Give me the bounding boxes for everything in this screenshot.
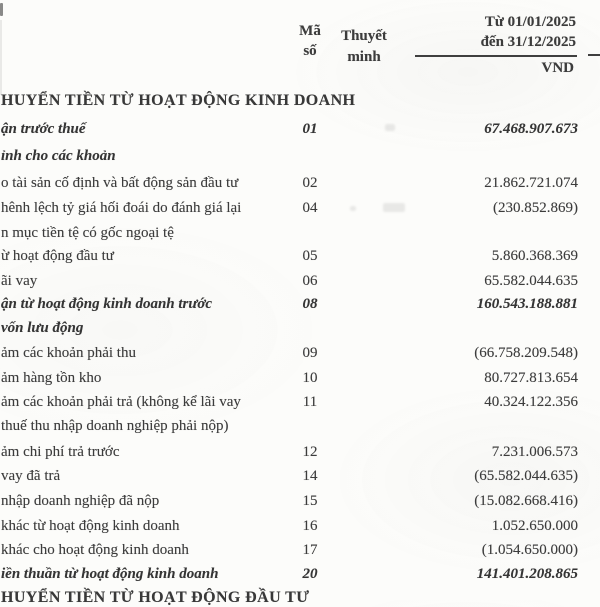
row-amount: (1.054.650.000) xyxy=(481,542,578,558)
section-title-operating-activities: HUYỂN TIỀN TỪ HOẠT ĐỘNG KINH DOANH xyxy=(1,92,356,109)
currency-label: VND xyxy=(541,60,574,76)
row-label: ảm các khoản phải thu xyxy=(1,345,136,361)
cropped-second-column-rule xyxy=(588,54,600,56)
row-code: 11 xyxy=(302,394,318,410)
row-code: 02 xyxy=(302,175,318,191)
period-column-header xyxy=(415,12,576,52)
statement-line xyxy=(0,222,600,244)
statement-line xyxy=(0,415,600,437)
row-code: 06 xyxy=(302,273,318,289)
statement-line xyxy=(0,539,600,561)
statement-line xyxy=(0,515,600,537)
row-code: 20 xyxy=(302,566,318,582)
code-column-header-line2: số xyxy=(303,43,317,59)
row-label: vay đã trả xyxy=(1,468,61,484)
statement-line xyxy=(0,270,600,292)
row-code: 05 xyxy=(302,248,318,264)
statement-line xyxy=(0,245,600,267)
row-label: n mục tiền tệ có gốc ngoại tệ xyxy=(1,225,174,241)
statement-line xyxy=(0,391,600,413)
row-code: 17 xyxy=(302,542,318,558)
row-amount: 141.401.208.865 xyxy=(476,566,578,582)
scan-smudge xyxy=(383,203,405,212)
row-label: ừ hoạt động đầu tư xyxy=(1,248,114,264)
statement-line xyxy=(0,172,600,194)
row-amount: (230.852.869) xyxy=(493,200,578,216)
statement-line xyxy=(0,490,600,512)
row-label: ảm hàng tồn kho xyxy=(1,370,102,386)
statement-line xyxy=(0,465,600,487)
scan-edge-mark xyxy=(0,3,3,16)
statement-line xyxy=(0,563,600,585)
statement-line xyxy=(0,441,600,463)
row-label: ảm chi phí trả trước xyxy=(1,444,120,460)
statement-line xyxy=(0,367,600,389)
row-label: ãi vay xyxy=(1,273,38,289)
row-amount: 80.727.813.654 xyxy=(484,370,578,386)
statement-line xyxy=(0,317,600,339)
statement-line xyxy=(0,197,600,219)
row-label: o tài sản cố định và bất động sản đầu tư xyxy=(1,175,239,191)
notes-column-header xyxy=(334,26,394,68)
period-to: đến 31/12/2025 xyxy=(480,34,576,50)
row-label: thuế thu nhập doanh nghiệp phải nộp) xyxy=(1,418,229,434)
statement-line xyxy=(0,145,600,167)
scan-edge-smear xyxy=(0,20,2,95)
row-label: nhập doanh nghiệp đã nộp xyxy=(1,493,160,509)
row-amount: 67.468.907.673 xyxy=(484,121,578,137)
period-column-rule xyxy=(415,55,577,57)
row-code: 14 xyxy=(302,468,318,484)
next-section-title-investing-partial: HUYỂN TIỀN TỪ HOẠT ĐỘNG ĐẦU TƯ xyxy=(1,589,310,606)
row-amount: (65.582.044.635) xyxy=(474,468,578,484)
code-column-header-line1: Mã xyxy=(299,23,321,39)
scan-smudge xyxy=(350,206,356,211)
statement-line xyxy=(0,293,600,315)
row-label: ỉnh cho các khoản xyxy=(1,148,116,164)
scan-smudge xyxy=(385,124,395,131)
row-amount: 7.231.006.573 xyxy=(491,444,578,460)
row-code: 12 xyxy=(302,444,318,460)
row-amount: 40.324.122.356 xyxy=(484,394,578,410)
row-amount: 65.582.044.635 xyxy=(484,273,578,289)
statement-line xyxy=(0,118,600,140)
row-label: iền thuần từ hoạt động kinh doanh xyxy=(1,566,219,582)
row-amount: 160.543.188.881 xyxy=(476,296,578,312)
row-code: 04 xyxy=(302,200,318,216)
row-amount: 5.860.368.369 xyxy=(491,248,578,264)
statement-line xyxy=(0,342,600,364)
period-from: Từ 01/01/2025 xyxy=(484,14,576,30)
notes-column-header-line1: Thuyết xyxy=(341,28,387,44)
code-column-header xyxy=(293,21,327,61)
row-amount: 1.052.650.000 xyxy=(491,518,578,534)
row-label: ận từ hoạt động kinh doanh trước xyxy=(1,296,213,312)
row-code: 15 xyxy=(302,493,318,509)
row-amount: (66.758.209.548) xyxy=(474,345,578,361)
row-code: 10 xyxy=(302,370,318,386)
row-label: ận trước thuế xyxy=(1,121,86,137)
row-amount: 21.862.721.074 xyxy=(484,175,578,191)
row-label: hênh lệch tỷ giá hối đoái do đánh giá lại xyxy=(1,200,242,216)
row-code: 16 xyxy=(302,518,318,534)
row-amount: (15.082.668.416) xyxy=(474,493,578,509)
notes-column-header-line2: minh xyxy=(347,49,381,65)
row-code: 01 xyxy=(302,121,318,137)
row-code: 08 xyxy=(302,296,318,312)
row-code: 09 xyxy=(302,345,318,361)
row-label: khác từ hoạt động kinh doanh xyxy=(1,518,180,534)
row-label: ảm các khoản phải trả (không kể lãi vay xyxy=(1,394,241,410)
row-label: khác cho hoạt động kinh doanh xyxy=(1,542,189,558)
row-label: vốn lưu động xyxy=(1,320,84,336)
